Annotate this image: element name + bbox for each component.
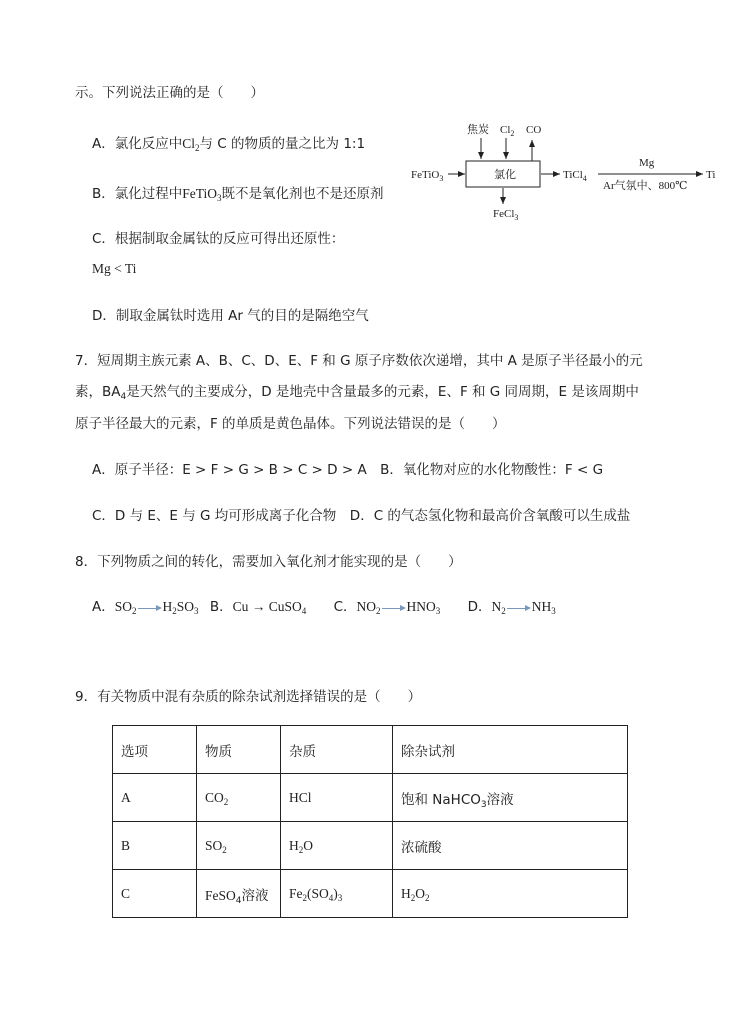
q7-options-cd[interactable]: C．D 与 E、E 与 G 均可形成离子化合物 D．C 的气态氢化物和最高价含氧酸可以生成盐: [92, 508, 631, 524]
row-b-impurity: $H_2O$: [281, 822, 393, 870]
titanium-process-diagram: [408, 117, 728, 227]
q7-options-ab[interactable]: A．原子半径：E > F > G > B > C > D > A B．氧化物对应的水化物酸性：F < G: [92, 462, 604, 478]
ti-product-label: Ti: [706, 169, 716, 181]
q8-option-d[interactable]: D．$N_2$ $NH_3$: [467, 599, 556, 616]
table-row: [113, 774, 628, 822]
q7-stem-line3: 原子半径最大的元素，F 的单质是黄色晶体。下列说法错误的是（ ）: [75, 416, 506, 432]
coke-label: 焦炭: [467, 124, 489, 136]
mg-label: Mg: [639, 157, 655, 169]
q8-d-arrow-icon: [507, 603, 531, 613]
row-a-substance: $CO_2$: [197, 774, 281, 822]
row-b-substance: $SO_2$: [197, 822, 281, 870]
row-c-option: C: [113, 870, 197, 918]
q8-option-c[interactable]: C．$NO_2$ $HNO_3$: [333, 599, 441, 616]
q6-option-a-prefix: A．氯化反应中: [92, 136, 183, 152]
condition-label: Ar气氛中、800℃: [603, 180, 688, 192]
header-reagent: 除杂试剂: [393, 726, 628, 774]
q6-option-a[interactable]: [92, 135, 365, 153]
row-a-impurity: HCl: [281, 774, 393, 822]
chlorine-formula: $Cl_2$: [182, 136, 200, 153]
header-impurity: 杂质: [281, 726, 393, 774]
row-a-option: A: [113, 774, 197, 822]
q6-option-b-prefix: B．氯化过程中: [92, 186, 183, 202]
ticl4-label: TiCl$_4$: [563, 169, 587, 183]
q6-option-a-rest: 与 C 的物质的量之比为 1:1: [199, 136, 366, 152]
row-b-option: B: [113, 822, 197, 870]
q6-intro: 示。下列说法正确的是（ ）: [75, 85, 264, 101]
fetio3-formula: FeTiO$_3$: [182, 186, 222, 203]
row-a-reagent: 饱和 NaHCO$_3$溶液: [393, 774, 628, 822]
q8-options: [92, 598, 556, 616]
impurity-table: [112, 725, 628, 918]
cl2-label: $Cl_2$: [500, 124, 515, 138]
q6-option-b[interactable]: [92, 185, 384, 203]
row-b-reagent: 浓硫酸: [393, 822, 628, 870]
q8-option-b[interactable]: B．Cu → CuSO$_4$: [209, 599, 307, 616]
row-c-impurity: $Fe_2(SO_4)_3$: [281, 870, 393, 918]
q9-stem: 9．有关物质中混有杂质的除杂试剂选择错误的是（ ）: [75, 689, 422, 705]
table-row: [113, 822, 628, 870]
co-label: CO: [526, 124, 542, 136]
q6-option-d[interactable]: D．制取金属钛时选用 Ar 气的目的是隔绝空气: [92, 308, 369, 324]
header-substance: 物质: [197, 726, 281, 774]
q8-c-arrow-icon: [382, 603, 406, 613]
q6-option-c[interactable]: C．根据制取金属钛的反应可得出还原性：: [92, 231, 345, 247]
fetio3-input-label: FeTiO$_3$: [411, 169, 444, 183]
q6-option-b-rest: 既不是氧化剂也不是还原剂: [221, 186, 384, 202]
table-header-row: [113, 726, 628, 774]
q8-stem: 8．下列物质之间的转化，需要加入氧化剂才能实现的是（ ）: [75, 554, 462, 570]
row-c-reagent: $H_2O_2$: [393, 870, 628, 918]
q8-a-arrow-icon: [138, 603, 162, 613]
q7-stem-line1: 7．短周期主族元素 A、B、C、D、E、F 和 G 原子序数依次递增，其中 A 是原子半径最小的元: [75, 353, 643, 369]
table-row: [113, 870, 628, 918]
q8-b-arrow: →: [251, 599, 266, 614]
row-c-substance: FeSO$_4$溶液: [197, 870, 281, 918]
chlorination-label: 氯化: [494, 169, 516, 181]
q6-option-c-continuation: Mg < Ti: [92, 261, 137, 276]
fecl3-label: FeCl$_3$: [493, 208, 519, 222]
header-option: 选项: [113, 726, 197, 774]
q8-option-a[interactable]: A．$SO_2$ $H_2SO_3$: [92, 599, 199, 616]
q7-stem-line2: 素，$BA_4$是天然气的主要成分，D 是地壳中含量最多的元素，E、F 和 G 同周期，E 是该周期中: [75, 384, 639, 402]
